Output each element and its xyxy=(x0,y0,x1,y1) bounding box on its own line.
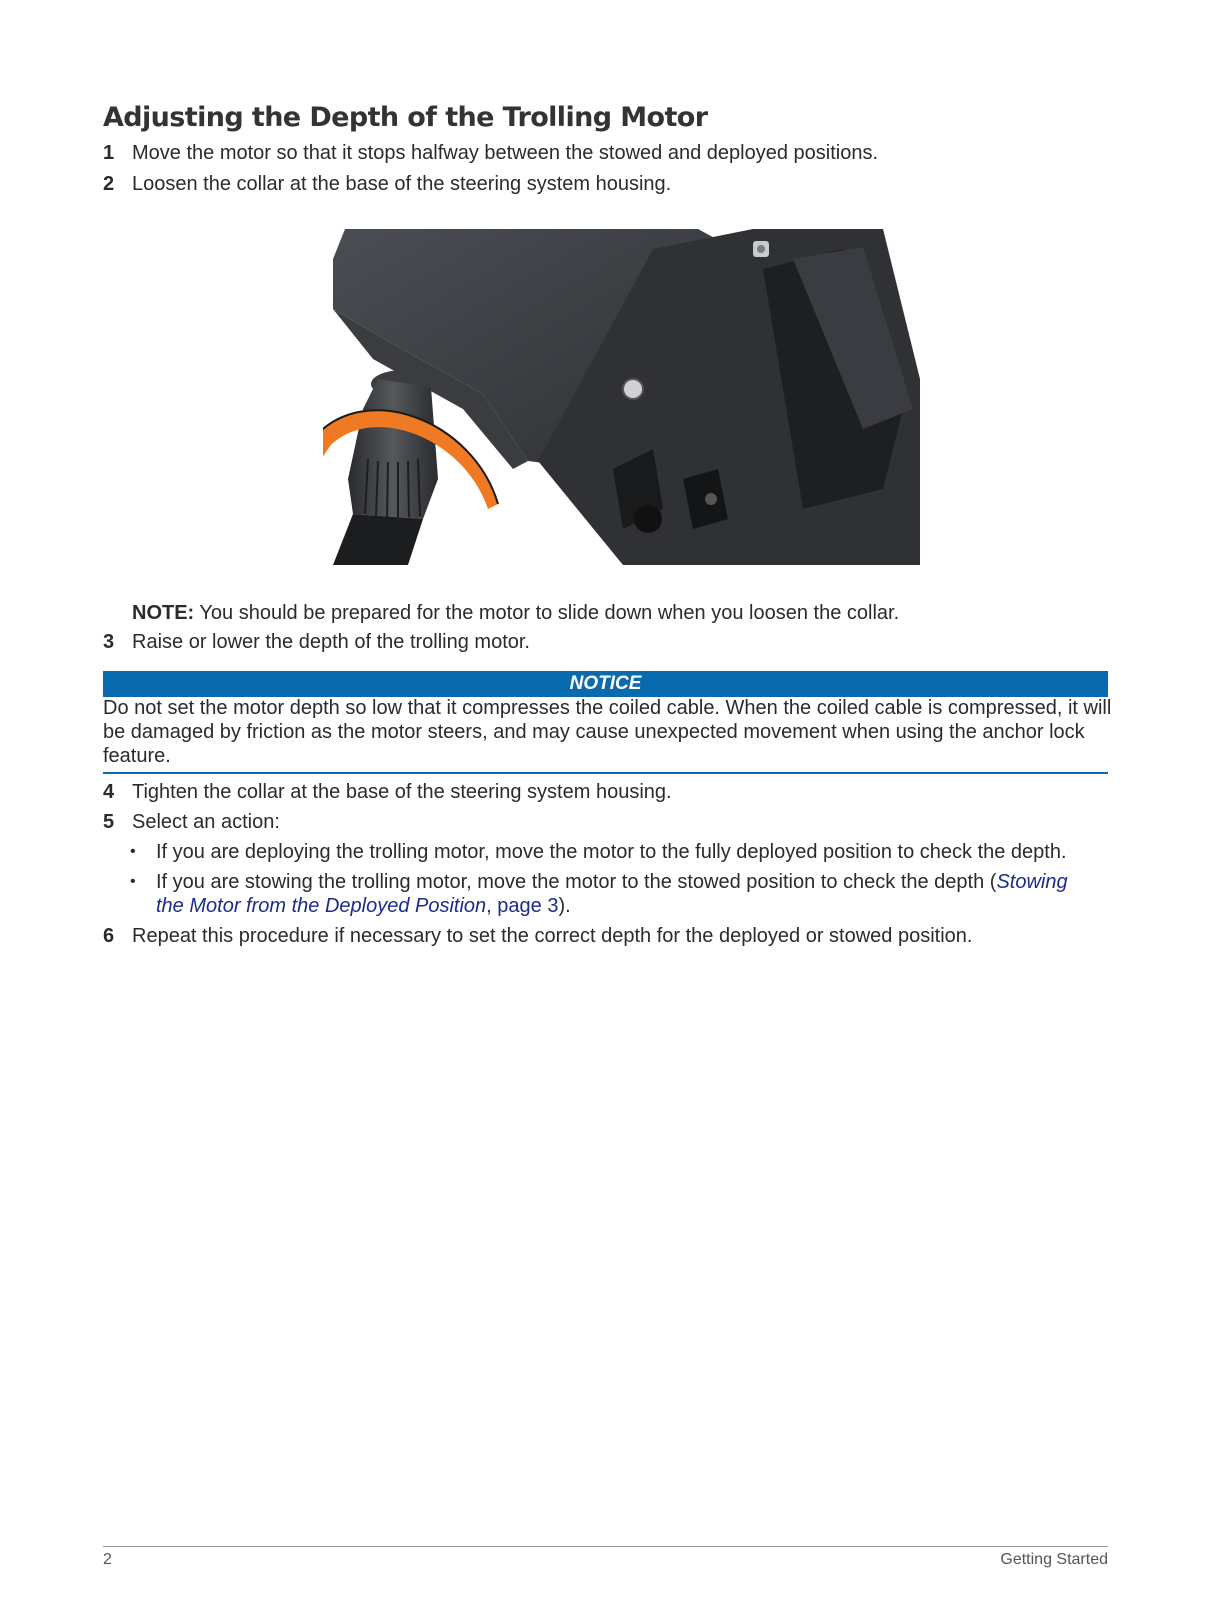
step-text: Select an action: xyxy=(132,811,280,833)
note-text: You should be prepared for the motor to slide down when you loosen the collar. xyxy=(194,602,900,624)
collar-illustration xyxy=(323,229,920,565)
bullet-text-lead: If you are stowing the trolling motor, move the motor to the stowed position to check the depth ( xyxy=(156,871,997,893)
footer-divider xyxy=(103,1546,1108,1547)
step-number: 1 xyxy=(103,142,115,164)
note-label: NOTE: xyxy=(132,602,195,624)
notice-divider xyxy=(103,772,1108,774)
step-number: 2 xyxy=(103,173,115,195)
bullet-icon: • xyxy=(130,873,136,890)
bullet-text: If you are deploying the trolling motor, move the motor to the fully deployed position to check the depth. xyxy=(156,841,1067,863)
step-number: 3 xyxy=(103,631,115,653)
page-number: 2 xyxy=(103,1551,112,1568)
notice-text: Do not set the motor depth so low that it compresses the coiled cable. When the coiled cable is compressed, it will be damaged by friction as the motor steers, and may cause unexpected movement when using the anchor lock feature. xyxy=(103,697,1112,767)
bullet-icon: • xyxy=(130,843,136,860)
step-text: Raise or lower the depth of the trolling motor. xyxy=(132,631,530,653)
note xyxy=(132,601,899,625)
step-text: Repeat this procedure if necessary to set the correct depth for the deployed or stowed position. xyxy=(132,925,973,947)
step-number: 5 xyxy=(103,811,115,833)
step-text: Loosen the collar at the base of the steering system housing. xyxy=(132,173,672,195)
bullet-text xyxy=(156,870,1091,918)
step-number: 6 xyxy=(103,925,115,947)
notice-heading: NOTICE xyxy=(103,671,1108,697)
link-title[interactable]: Stowing the Motor from the Deployed Position xyxy=(156,871,1068,917)
page-title: Adjusting the Depth of the Trolling Motor xyxy=(103,102,708,133)
bullet-text-tail: ). xyxy=(558,895,571,917)
link-page[interactable]: , page 3 xyxy=(486,895,559,917)
section-name: Getting Started xyxy=(1000,1551,1108,1568)
step-text: Tighten the collar at the base of the steering system housing. xyxy=(132,781,672,803)
step-number: 4 xyxy=(103,781,115,803)
step-text: Move the motor so that it stops halfway between the stowed and deployed positions. xyxy=(132,142,878,164)
